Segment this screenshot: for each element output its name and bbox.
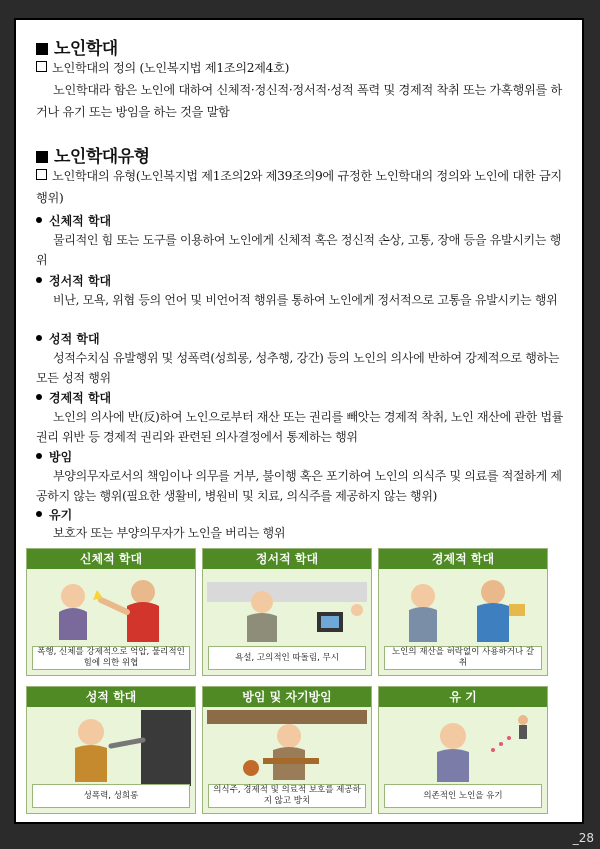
bullet-dot-icon [36, 394, 42, 400]
type-heading-economic [36, 389, 111, 406]
section-title-elder-abuse [36, 34, 118, 59]
types-intro [36, 165, 566, 209]
bullet-dot-icon [36, 453, 42, 459]
type-name: 정서적 학대 [49, 274, 112, 288]
document-page [14, 18, 584, 824]
type-heading-neglect [36, 448, 72, 465]
type-heading-abandonment [36, 506, 72, 523]
type-name: 경제적 학대 [49, 391, 112, 405]
panel-caption: 노인의 재산을 허락없이 사용하거나 갈취 [384, 646, 542, 670]
type-heading-sexual [36, 330, 100, 347]
definition-block [36, 57, 566, 123]
panel-emotional-abuse [202, 548, 372, 676]
type-desc-physical: 물리적인 힘 또는 도구를 이용하여 노인에게 신체적 혹은 정신적 손상, 고통, 장애 등을 유발시키는 행위 [36, 233, 561, 267]
panel-physical-abuse [26, 548, 196, 676]
type-desc-abandonment: 보호자 또는 부양의무자가 노인을 버리는 행위 [53, 526, 286, 540]
panel-title: 방임 및 자기방임 [203, 687, 371, 707]
panel-caption: 성폭력, 성희롱 [32, 784, 190, 808]
type-desc-emotional: 비난, 모욕, 위협 등의 언어 및 비언어적 행위를 통하여 노인에게 정서적으로 고통을 유발시키는 행위 [53, 293, 558, 307]
section-title-text: 노인학대유형 [54, 147, 150, 167]
page-number: _28 [572, 831, 594, 845]
panel-title: 유 기 [379, 687, 547, 707]
bullet-dot-icon [36, 277, 42, 283]
sexual-abuse-illustration [31, 710, 191, 786]
panel-title: 신체적 학대 [27, 549, 195, 569]
type-name: 신체적 학대 [49, 214, 112, 228]
panel-title: 성적 학대 [27, 687, 195, 707]
emotional-abuse-illustration [207, 572, 367, 648]
definition-heading [36, 57, 566, 79]
bullet-dot-icon [36, 217, 42, 223]
square-bullet-icon [36, 43, 48, 55]
section-title-text: 노인학대 [54, 39, 118, 59]
bullet-dot-icon [36, 335, 42, 341]
type-heading-physical [36, 212, 111, 229]
illustration-grid [26, 548, 548, 818]
type-name: 유기 [49, 508, 73, 522]
neglect-illustration [207, 710, 367, 786]
panel-caption: 의식주, 경제적 및 의료적 보호를 제공하지 않고 방치 [208, 784, 366, 808]
checkbox-square-icon [36, 169, 47, 180]
panel-caption: 욕설, 고의적인 따돌림, 무시 [208, 646, 366, 670]
panel-title: 정서적 학대 [203, 549, 371, 569]
bullet-dot-icon [36, 511, 42, 517]
panel-abandonment [378, 686, 548, 814]
panel-economic-abuse [378, 548, 548, 676]
type-name: 성적 학대 [49, 332, 100, 346]
square-bullet-icon [36, 151, 48, 163]
panel-caption: 의존적인 노인을 유기 [384, 784, 542, 808]
physical-abuse-illustration [31, 572, 191, 648]
checkbox-square-icon [36, 61, 47, 72]
economic-abuse-illustration [383, 572, 543, 648]
panel-neglect [202, 686, 372, 814]
panel-sexual-abuse [26, 686, 196, 814]
definition-body: 노인학대라 함은 노인에 대하여 신체적·정신적·정서적·성적 폭력 및 경제적 착취 또는 가혹행위를 하거나 유기 또는 방임을 하는 것을 말함 [36, 83, 562, 119]
type-desc-economic: 노인의 의사에 반(反)하여 노인으로부터 재산 또는 권리를 빼앗는 경제적 착취, 노인 재산에 관한 법률 권리 위반 등 경제적 권리와 관련된 의사결정에서 통제하는 행위 [36, 410, 564, 444]
type-desc-sexual: 성적수치심 유발행위 및 성폭력(성희롱, 성추행, 강간) 등의 노인의 의사에 반하여 강제적으로 행하는 모든 성적 행위 [36, 351, 560, 385]
section-title-abuse-types [36, 142, 150, 167]
type-desc-neglect: 부양의무자로서의 책임이나 의무를 거부, 불이행 혹은 포기하여 노인의 의식주 및 의료를 적절하게 제공하지 않는 행위(필요한 생활비, 병원비 및 치료, 의식주를 제공하지 않는 행위) [36, 469, 562, 503]
types-intro-text: 노인학대의 유형(노인복지법 제1조의2와 제39조의9에 규정한 노인학대의 정의와 노인에 대한 금지행위) [36, 169, 562, 205]
panel-caption: 폭행, 신체를 강제적으로 억압, 물리적인 힘에 의한 위협 [32, 646, 190, 670]
panel-title: 경제적 학대 [379, 549, 547, 569]
type-name: 방임 [49, 450, 73, 464]
abandonment-illustration [383, 710, 543, 786]
definition-heading-text: 노인학대의 정의 (노인복지법 제1조의2제4호) [52, 61, 290, 75]
type-heading-emotional [36, 272, 111, 289]
